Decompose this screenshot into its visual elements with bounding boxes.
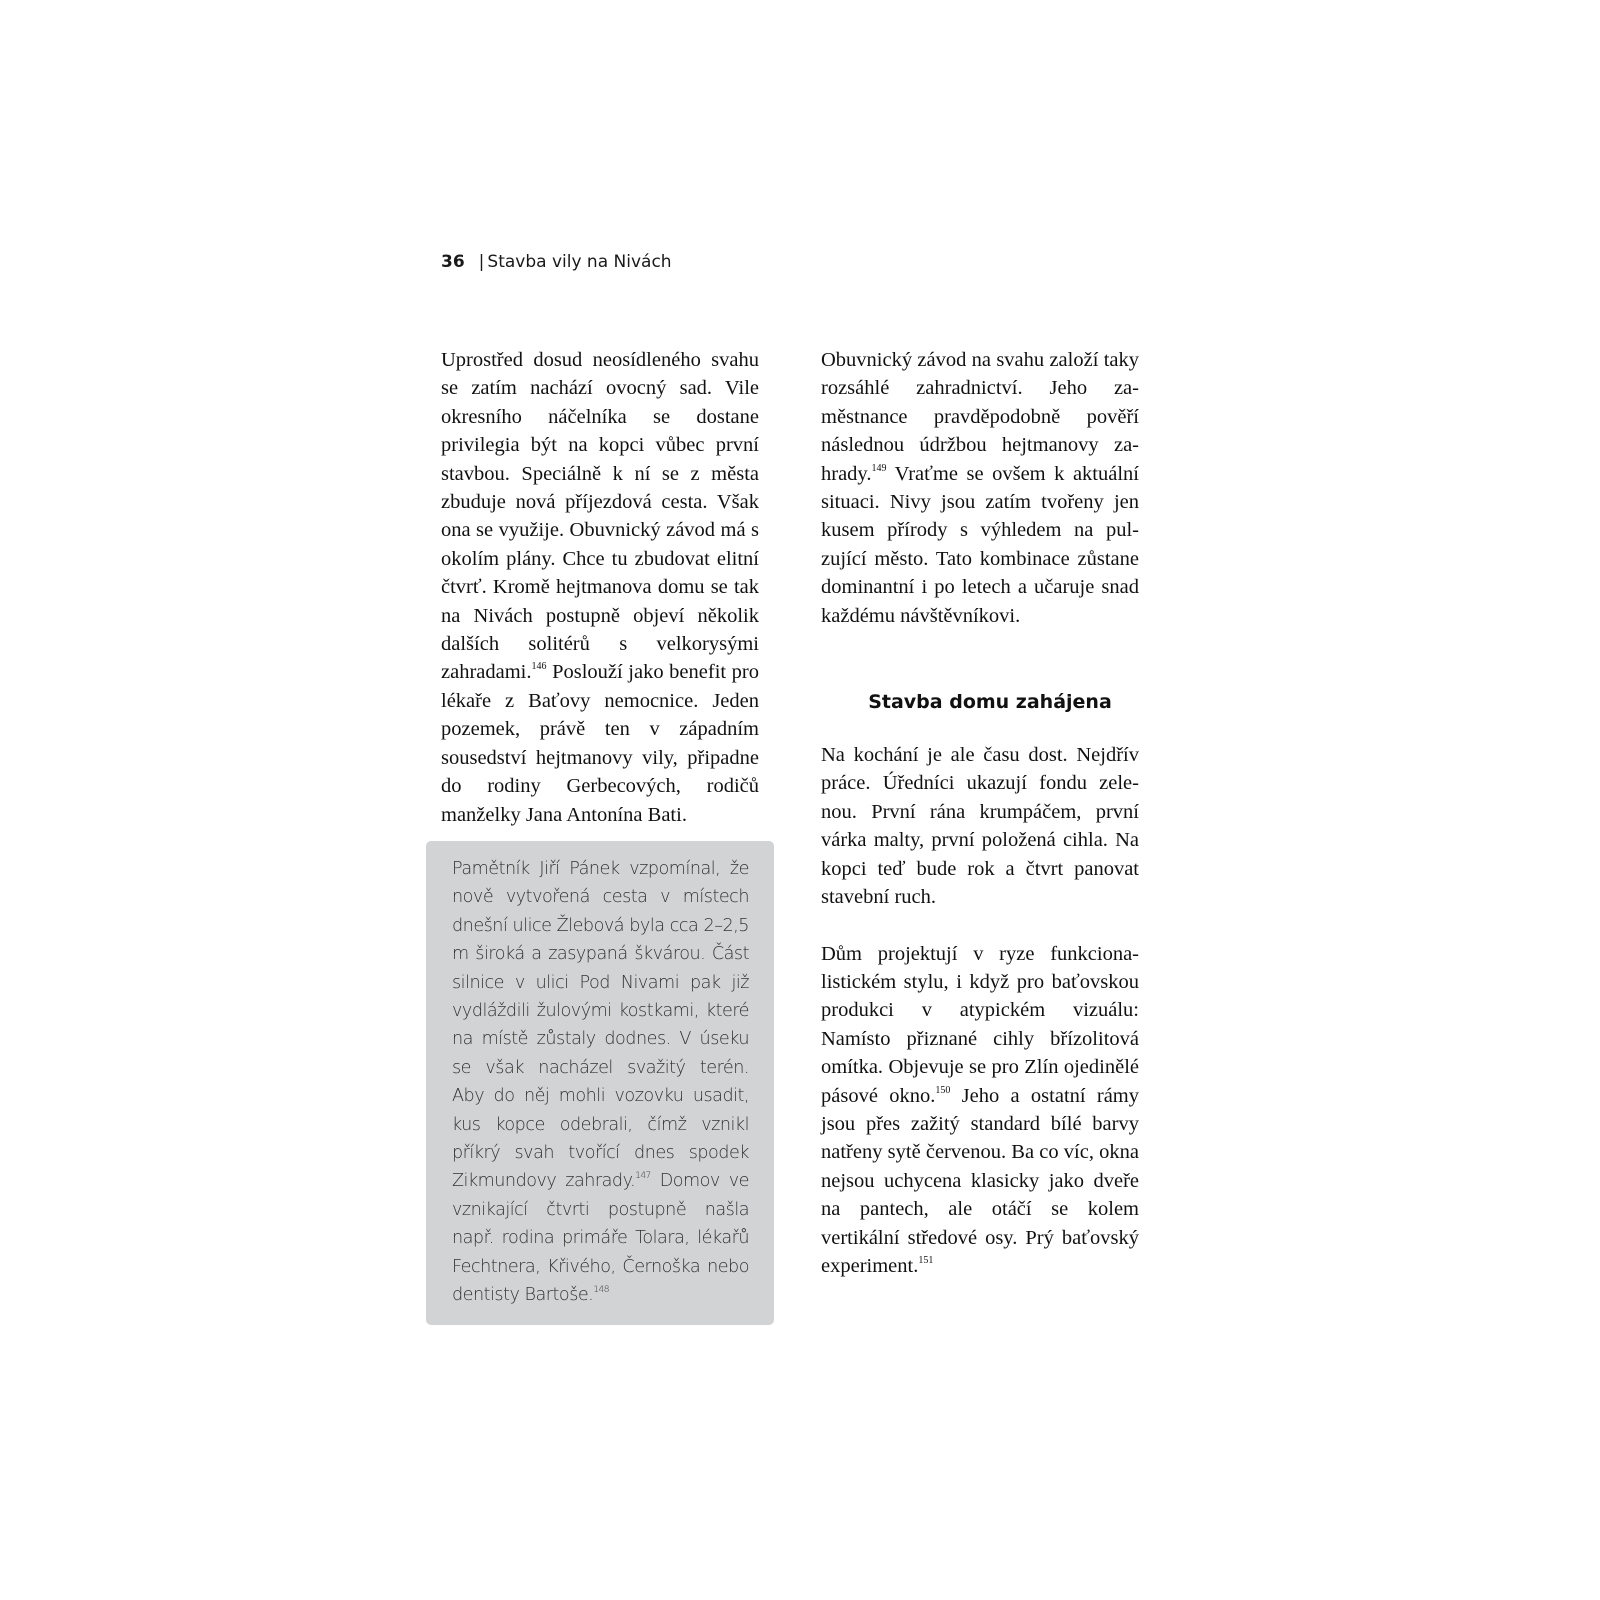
left-column	[441, 346, 759, 829]
footnote-ref-146: 146	[531, 661, 547, 673]
footnote-ref-148: 148	[593, 1285, 609, 1296]
footnote-ref-149: 149	[871, 462, 887, 474]
page-number: 36	[441, 252, 465, 272]
right-paragraph-1-text-b: Vraťme se ovšem k aktuální situaci. Nivy jsou zatím tvořeny jen kusem přírody s výhledem na pulzující město. Tato kombinace zůstane dominantní i po letech a učaruje snad každému návštěvníkovi.	[821, 462, 1139, 627]
right-paragraph-3	[821, 940, 1139, 1281]
left-paragraph-text-b: Poslouží jako benefit pro lékaře z Baťovy nemocnice. Jeden pozemek, právě ten v západním sousedství hejtmanovy vily, připadne do rodiny Gerbecových, rodičů manželky Jana Antonína Bati.	[441, 661, 759, 826]
footnote-ref-151: 151	[918, 1254, 934, 1266]
right-column	[821, 346, 1139, 1280]
sidebar-box-text	[452, 855, 749, 1310]
header-separator: |	[478, 252, 485, 272]
right-paragraph-3-text-b: Jeho a ostatní rámy jsou přes zažitý standard bílé barvy natřeny sytě červenou. Ba co víc, okna nejsou uchycena klasicky jako dveře na pantech, ale otáčí se kolem vertikální středové osy. Prý baťovský experiment.	[821, 1084, 1139, 1277]
right-paragraph-2: Na kochání je ale času dost. Nejdřív práce. Úředníci ukazují fondu zelenou. První rána krumpáčem, první várka malty, první položená cihla. Na kopci teď bude rok a čtvrt panovat stavební ruch.	[821, 744, 1139, 909]
running-head	[441, 252, 672, 272]
right-paragraph-3-text-a: Dům projektují v ryze funkcionalistickém stylu, i když pro baťovskou produkci v atypickém vizuálu: Namísto přiznané cihly břízolitová omítka. Objevuje se pro Zlín ojedinělé pásové okno.	[821, 942, 1139, 1107]
footnote-ref-150: 150	[935, 1084, 951, 1096]
right-paragraph-1-text-a: Obuvnický závod na svahu založí taky rozsáhlé zahradnictví. Jeho zaměstnance pravděpodobně pověří následnou údržbou hejtmanovy zahrady.	[821, 349, 1139, 485]
right-paragraph-1	[821, 346, 1139, 630]
sidebar-text-a: Pamětník Jiří Pánek vzpomínal, že nově vytvořená cesta v místech dnešní ulice Žlebová byla cca 2–2,5 m široká a zasypaná škvárou. Část silnice v ulici Pod Nivami pak již vydláždili žulovými kostkami, které na místě zůstaly dodnes. V úseku se však nacházel svažitý terén. Aby do něj mohli vozovku usadit, kus kopce odebrali, čímž vznikl příkrý svah tvořící dnes spodek Zikmundovy zahrady.	[452, 859, 749, 1192]
section-heading: Stavba domu zahájena	[868, 691, 1112, 714]
footnote-ref-147: 147	[635, 1171, 651, 1182]
left-paragraph	[441, 346, 759, 829]
chapter-title: Stavba vily na Nivách	[487, 252, 672, 272]
sidebar-text-b: Domov ve vznikající čtvrti postupně našla např. rodina primáře Tolara, lékařů Fechtnera, Křivého, Černoška nebo dentisty Bartoše.	[452, 1171, 749, 1306]
left-paragraph-text-a: Uprostřed dosud neosídleného svahu se zatím nachází ovocný sad. Vile okresního náčelníka se dostane privilegia být na kopci vůbec první stavbou. Speciálně k ní se z města zbuduje nová příjezdová cesta. Však ona se využije. Obuvnický závod má s okolím plány. Chce tu zbudovat elitní čtvrť. Kromě hejtmanova domu se tak na Nivách postupně objeví několik dalších solitérů s velkorysými zahradami.	[441, 349, 759, 684]
sidebar-paragraph	[452, 855, 749, 1310]
